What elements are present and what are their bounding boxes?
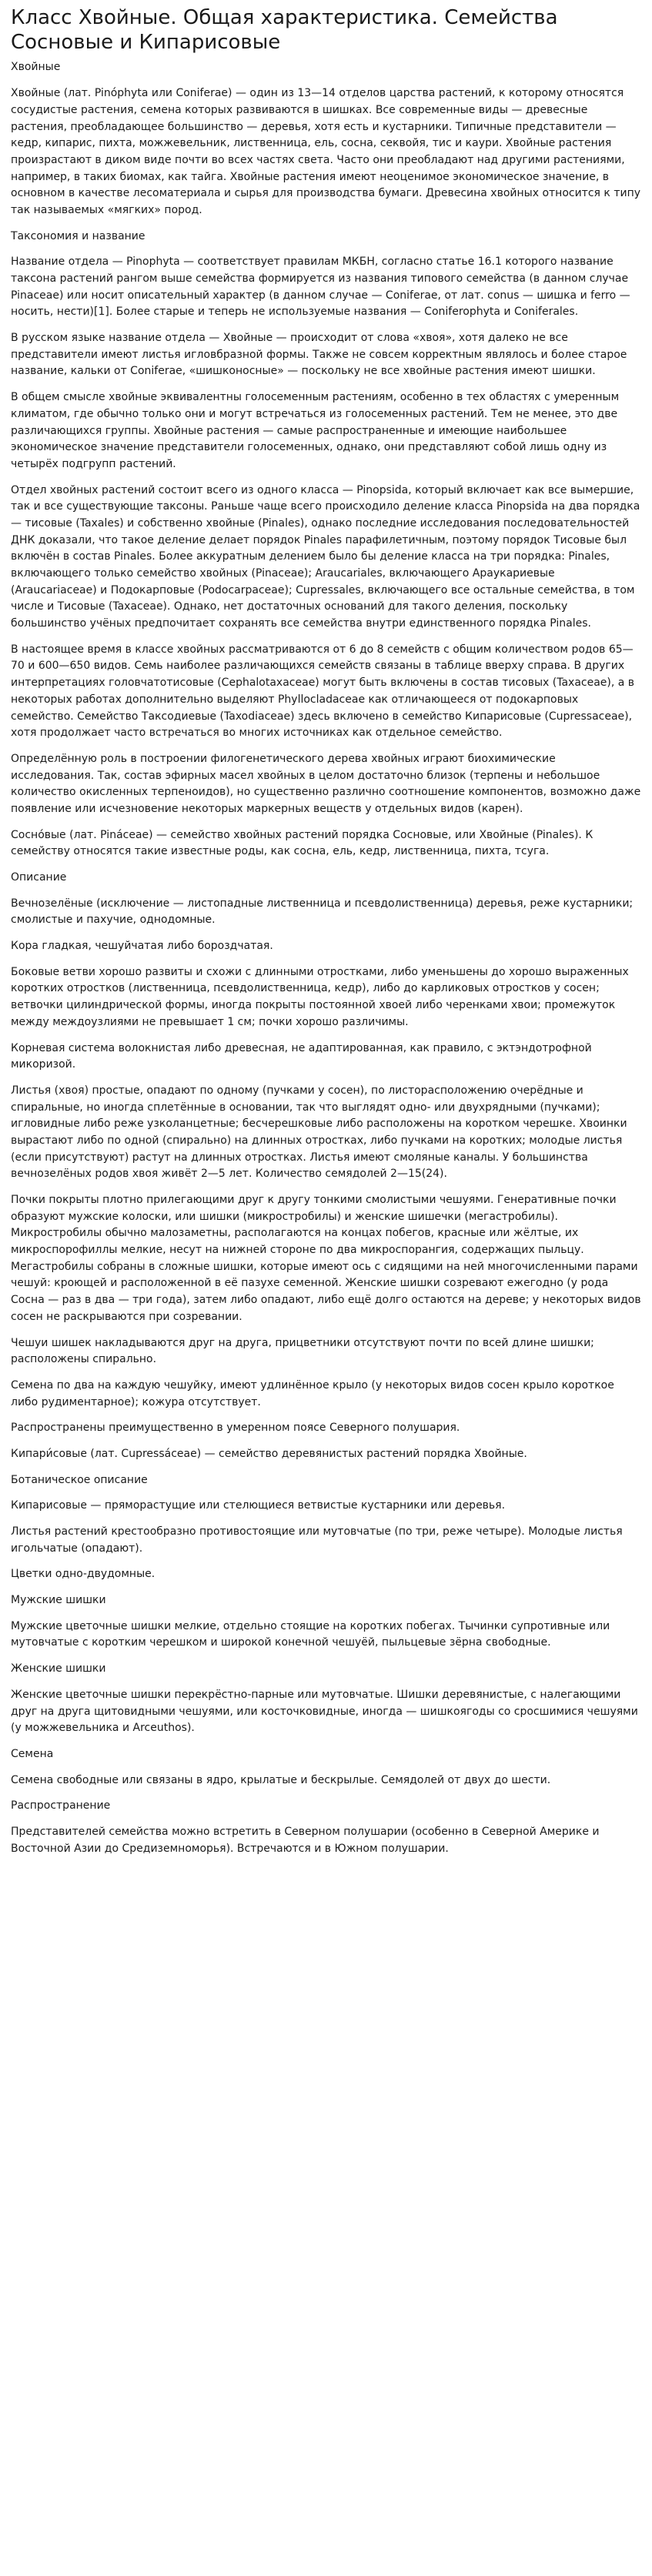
paragraph: Отдел хвойных растений состоит всего из одного класса — Pinopsida, который включает как все вымершие, так и все существующие таксоны. Раньше чаще всего происходило деление класса Pinopsida на два порядка — тисовые (Taxales) и собственно хвойные (Pinales), однако последние исследования последовательностей ДНК доказали, что такое деление делает порядок Pinales парафилетичным, поэтому порядок Тисовые был включён в состав Pinales. Более аккуратным делением было бы деление класса на три порядка: Pinales, включающего только семейство хвойных (Pinaceae); Araucariales, включающего Араукариевые (Araucariaceae) и Подокарповые (Podocarpaceae); Cupressales, включающего все остальные семейства, в том числе и Тисовые (Taxaceae). Однако, нет достаточных оснований для такого деления, поскольку большинство учёных предпочитает сохранять все семейства внутри единственного порядка Pinales. bbox=[11, 483, 640, 630]
paragraph: Листья растений крестообразно противостоящие или мутовчатые (по три, реже четыре). Молодые листья игольчатые (опадают). bbox=[11, 1525, 623, 1555]
paragraph: В русском языке название отдела — Хвойные — происходит от слова «хвоя», хотя далеко не все представители имеют листья игловбразной формы. Также не совсем корректным являлось и более старое название, кальки от Coniferae, «шишконосные» — поскольку не все хвойные растения имеют шишки. bbox=[11, 332, 627, 378]
article-body bbox=[11, 59, 641, 1857]
section-heading: Распространение bbox=[11, 1799, 111, 1813]
section-heading: Мужские шишки bbox=[11, 1594, 106, 1607]
paragraph: Почки покрыты плотно прилегающими друг к другу тонкими смолистыми чешуями. Генеративные почки образуют мужские колоски, или шишки (микростробилы) и женские шишечки (мегастробилы). Микростробилы обычно малозаметны, располагаются на концах побегов, красные или жёлтые, их микроспорофиллы мелкие, несут на нижней стороне по два микроспорангия, содержащих пыльцу. Мегастробилы собраны в сложные шишки, которые имеют ось с сидящими на ней многочисленными парами чешуй: кроющей и расположенной в её пазухе семенной. Женские шишки созревают ежегодно (у рода Сосна — раз в два — три года), затем либо опадают, либо ещё долго остаются на дереве; у некоторых видов сосен не раскрываются при созревании. bbox=[11, 1194, 641, 1323]
paragraph: Распространены преимущественно в умеренном поясе Северного полушария. bbox=[11, 1422, 460, 1435]
paragraph: Женские цветочные шишки перекрёстно-парные или мутовчатые. Шишки деревянистые, с налегающими друг на друга щитовидными чешуями, или косточковидные, иногда — шишкоягоды со сросшимися чешуями (у можжевельника и Arceuthos). bbox=[11, 1688, 638, 1735]
paragraph: Семена свободные или связаны в ядро, крылатые и бескрылые. Семядолей от двух до шести. bbox=[11, 1773, 551, 1786]
paragraph: Представителей семейства можно встретить в Северном полушарии (особенно в Северной Америке и Восточной Азии до Средиземноморья). Встречаются и в Южном полушарии. bbox=[11, 1825, 600, 1855]
paragraph: Кипарисовые — пряморастущие или стелющиеся ветвистые кустарники или деревья. bbox=[11, 1499, 506, 1512]
paragraph: Кипари́совые (лат. Cupressáceae) — семейство деревянистых растений порядка Хвойные. bbox=[11, 1447, 527, 1460]
paragraph: Боковые ветви хорошо развиты и схожи с длинными отростками, либо уменьшены до хорошо выраженных коротких отростков (лиственница, псевдолиственница, кедр), либо до карликовых отростков у сосен; ветвочки цилиндрической формы, иногда покрыты постоянной хвоей либо черенками хвои; промежуток между междоузлиями не превышает 1 см; почки хорошо различимы. bbox=[11, 965, 629, 1028]
paragraph: Мужские цветочные шишки мелкие, отдельно стоящие на коротких побегах. Тычинки супротивные или мутовчатые с коротким черешком и широкой конечной чешуёй, пыльцевые зёрна свободные. bbox=[11, 1619, 610, 1649]
section-heading: Таксономия и название bbox=[11, 229, 145, 242]
paragraph: Хвойные (лат. Pinóphyta или Coniferae) — один из 13—14 отделов царства растений, к которому относятся сосудистые растения, семена которых развиваются в шишках. Все современные виды — древесные растения, преобладающее большинство — деревья, хотя есть и кустарники. Типичные представители — кедр, кипарис, пихта, можжевельник, лиственница, ель, сосна, секвойя, тис и каури. Хвойные растения произрастают в диком виде почти во всех частях света. Часто они преобладают над другими растениями, например, в таких биомах, как тайга. Хвойные растения имеют неоценимое экономическое значение, в основном в качестве лесоматериала и сырья для производства бумаги. Древесина хвойных относится к типу так называемых «мягких» пород. bbox=[11, 87, 641, 216]
section-heading: Описание bbox=[11, 871, 67, 884]
paragraph: В общем смысле хвойные эквивалентны голосеменным растениям, особенно в тех областях с умеренным климатом, где обычно только они и могут встречаться из голосеменных растений. Тем не менее, это две различающихся группы. Хвойные растения — самые распространенные и имеющие наибольшее экономическое значение представители голосеменных, однако, они представляют собой лишь одну из четырёх подгрупп растений. bbox=[11, 391, 620, 470]
paragraph: Кора гладкая, чешуйчатая либо бороздчатая. bbox=[11, 940, 273, 953]
section-heading: Женские шишки bbox=[11, 1662, 106, 1676]
section-heading: Хвойные bbox=[11, 61, 61, 74]
paragraph: Семена по два на каждую чешуйку, имеют удлинённое крыло (у некоторых видов сосен крыло короткое либо рудиментарное); кожура отсутствует. bbox=[11, 1378, 614, 1408]
page-title: Класс Хвойные. Общая характеристика. Семейства Сосновые и Кипарисовые bbox=[11, 6, 558, 54]
paragraph: Название отдела — Pinophyta — соответствует правилам МКБН, согласно статье 16.1 которого название таксона растений рангом выше семейства формируется из названия типового семейства (в данном случае Pinaceae) или носит описательный характер (в данном случае — Coniferae, от лат. conus — шишка и ferro — носить, нести)[1]. Более старые и теперь не используемые названия — Coniferophyta и Coniferales. bbox=[11, 256, 630, 319]
section-heading: Ботаническое описание bbox=[11, 1473, 148, 1486]
paragraph: Корневая система волокнистая либо древесная, не адаптированная, как правило, с эктэндотрофной микоризой. bbox=[11, 1041, 592, 1071]
paragraph: Определённую роль в построении филогенетического дерева хвойных играют биохимические исследования. Так, состав эфирных масел хвойных в целом достаточно близок (терпены и небольшое количество окисленных терпеноидов), но существенно различно соотношение компонентов, возможно даже появление или исчезновение некоторых маркерных веществ у отдельных видов (карен). bbox=[11, 752, 641, 815]
paragraph: В настоящее время в классе хвойных рассматриваются от 6 до 8 семейств с общим количеством родов 65—70 и 600—650 видов. Семь наиболее различающихся семейств связаны в таблице вверху справа. В других интерпретациях головчатотисовые (Cephalotaxaceae) могут быть включены в состав тисовых (Taxaceae), а в некоторых работах дополнительно выделяют Phyllocladaceae как отличающееся от подокарповых семейство. Семейство Таксодиевые (Taxodiaceae) здесь включено в семейство Кипарисовые (Cupressaceae), хотя продолжает часто встречаться во многих источниках как отдельное семейство. bbox=[11, 643, 635, 740]
section-heading: Семена bbox=[11, 1747, 54, 1760]
section-heading: Цветки одно-двудомные. bbox=[11, 1568, 155, 1581]
paragraph: Чешуи шишек накладываются друг на друга, прицветники отсутствуют почти по всей длине шишки; расположены спирально. bbox=[11, 1336, 594, 1366]
paragraph: Сосно́вые (лат. Pináceae) — семейство хвойных растений порядка Сосновые, или Хвойные (Pinales). К семейству относятся такие известные роды, как сосна, ель, кедр, лиственница, пихта, тсуга. bbox=[11, 828, 593, 858]
paragraph: Вечнозелёные (исключение — листопадные лиственница и псевдолиственница) деревья, реже кустарники; смолистые и пахучие, однодомные. bbox=[11, 897, 634, 927]
paragraph: Листья (хвоя) простые, опадают по одному (пучками у сосен), по листорасположению очерёдные и спиральные, но иногда сплетённые в основании, так что выглядят одно- или двухрядными (пучками); игловидные либо реже узколанцетные; бесчерешковые либо расположены на коротком черешке. Хвоинки вырастают либо по одной (спирально) на длинных отростках, либо пучками на коротких; молодые листья (если присутствуют) растут на длинных отростках. Листья имеют смоляные каналы. У большинства вечнозелёных родов хвоя живёт 2—5 лет. Количество семядолей 2—15(24). bbox=[11, 1084, 627, 1181]
